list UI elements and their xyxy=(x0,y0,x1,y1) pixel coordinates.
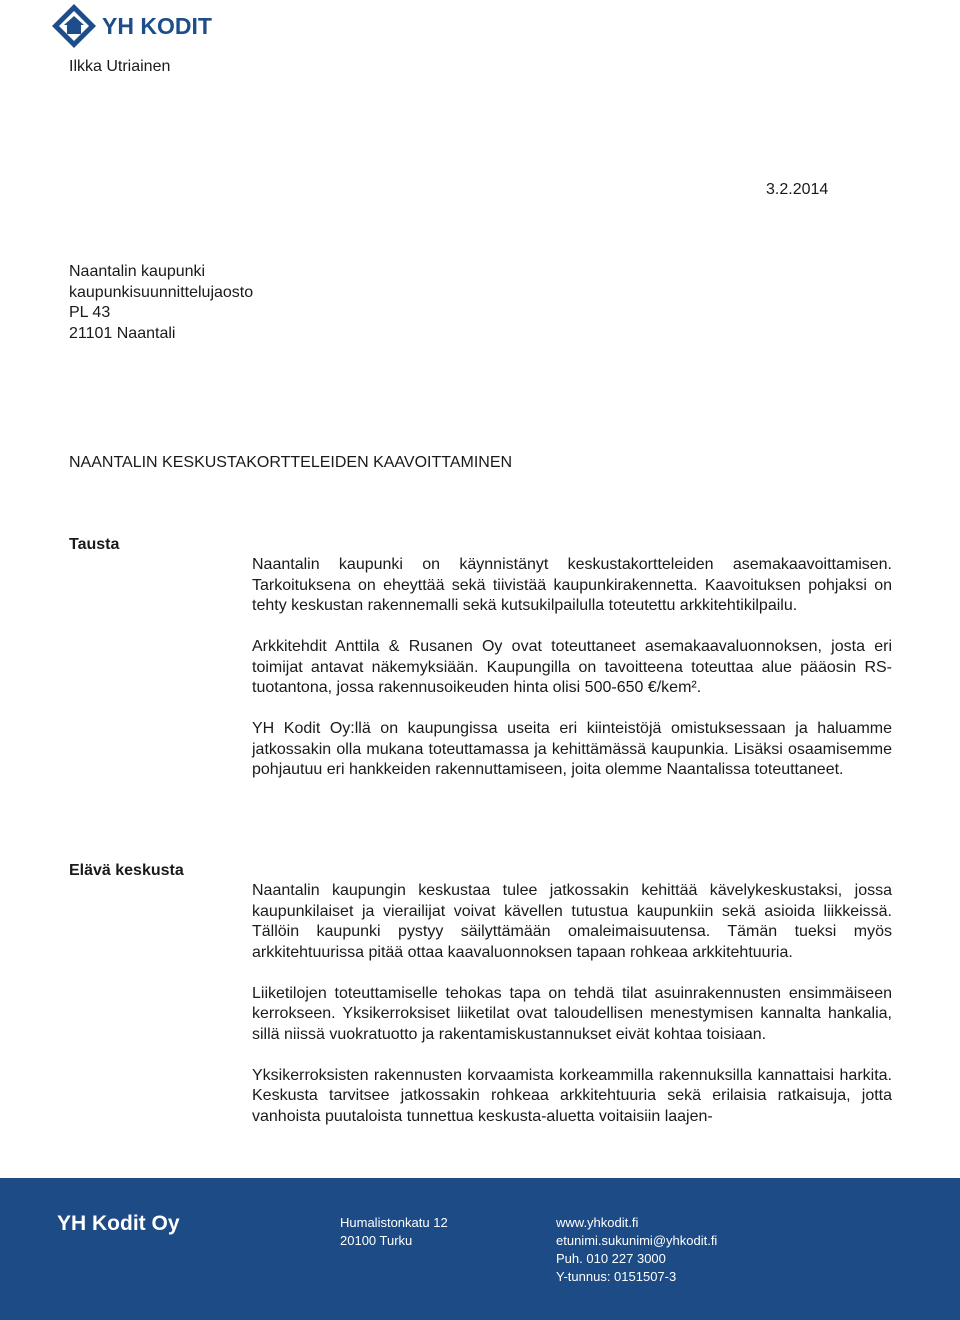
recipient-line: 21101 Naantali xyxy=(69,324,176,342)
section-heading-elava-keskusta: Elävä keskusta xyxy=(69,862,184,879)
section-body-elava-keskusta xyxy=(252,881,892,1127)
recipient-line: kaupunkisuunnittelujaosto xyxy=(69,283,254,301)
footer-phone: Puh. 010 227 3000 xyxy=(556,1251,666,1266)
paragraph: Naantalin kaupunki on käynnistänyt keskustakortteleiden asemakaavoittamisen. Tarkoituksena on eheyttää sekä tiivistää kaupunkirakennetta. Kaavoituksen pohjaksi on tehty keskustan rakennemalli sekä kutsukilpailulla toteutettu arkkitehtikilpailu. xyxy=(252,556,892,614)
yh-kodit-house-logo-icon xyxy=(50,2,98,50)
logo-text: YH KODIT xyxy=(102,12,212,39)
recipient-address xyxy=(69,262,253,344)
footer-address xyxy=(340,1214,448,1250)
footer-address-line: 20100 Turku xyxy=(340,1233,413,1248)
letter-subject: NAANTALIN KESKUSTAKORTTELEIDEN KAAVOITTAMINEN xyxy=(69,454,513,471)
letter-date: 3.2.2014 xyxy=(766,181,829,198)
footer-website-link[interactable]: www.yhkodit.fi xyxy=(556,1215,639,1230)
footer-business-id: Y-tunnus: 0151507-3 xyxy=(556,1269,677,1284)
footer-address-line: Humalistonkatu 12 xyxy=(340,1215,448,1230)
paragraph: Naantalin kaupungin keskustaa tulee jatkossakin kehittää kävelykeskustaksi, jossa kaupunkilaiset ja vierailijat voivat kävellen tutustua kaupunkiin sekä asioida liikkeissä. Tällöin kaupunki pystyy säilyttämään omaleimaisuutensa. Tämän tueksi myös arkkitehtuurissa pitää ottaa kaavaluonnoksen tapaan rohkeaa arkkitehtuuria. xyxy=(252,882,892,961)
letter-footer xyxy=(0,1178,960,1320)
section-heading-tausta: Tausta xyxy=(69,536,120,553)
footer-company-name: YH Kodit Oy xyxy=(57,1212,180,1235)
paragraph: Liiketilojen toteuttamiselle tehokas tapa on tehdä tilat asuinrakennusten ensimmäiseen kerrokseen. Yksikerroksiset liiketilat ovat taloudellisen menestymisen kannalta hankalia, sillä niissä vuokratuotto ja rakentamiskustannukset eivät kohtaa toisiaan. xyxy=(252,984,892,1043)
footer-contact xyxy=(556,1214,717,1286)
recipient-line: Naantalin kaupunki xyxy=(69,263,206,280)
section-body-tausta xyxy=(252,555,892,781)
paragraph xyxy=(252,637,892,699)
recipient-line: PL 43 xyxy=(69,304,111,321)
footer-email-link[interactable]: etunimi.sukunimi@yhkodit.fi xyxy=(556,1233,718,1248)
paragraph: Yksikerroksisten rakennusten korvaamista korkeammilla rakennuksilla kannattaisi harkita. Keskusta tarvitsee jatkossakin rohkeaa arkkitehtuuria sekä erilaisia ratkaisuja, jotta vanhoista puutaloista tunnettua keskusta-aluetta voitaisiin laajen- xyxy=(252,1066,892,1125)
sender-name: Ilkka Utriainen xyxy=(69,58,171,75)
paragraph-text: Arkkitehdit Anttila & Rusanen Oy ovat toteuttaneet asemakaavaluonnoksen, josta eri toimijat antavat näkemyksiään. Kaupungilla on tavoitteena toteuttaa alue pääosin RS-tuotantona, jossa rakennusoikeuden hinta olisi 500-650 €/kem². xyxy=(252,638,892,696)
company-logo xyxy=(50,2,240,50)
paragraph: YH Kodit Oy:llä on kaupungissa useita eri kiinteistöjä omistuksessaan ja haluamme jatkossakin olla mukana toteuttamassa ja kehittämässä kaupunkia. Lisäksi osaamisemme pohjautuu eri hankkeiden rakennuttamiseen, joita olemme Naantalissa toteuttaneet. xyxy=(252,720,892,778)
